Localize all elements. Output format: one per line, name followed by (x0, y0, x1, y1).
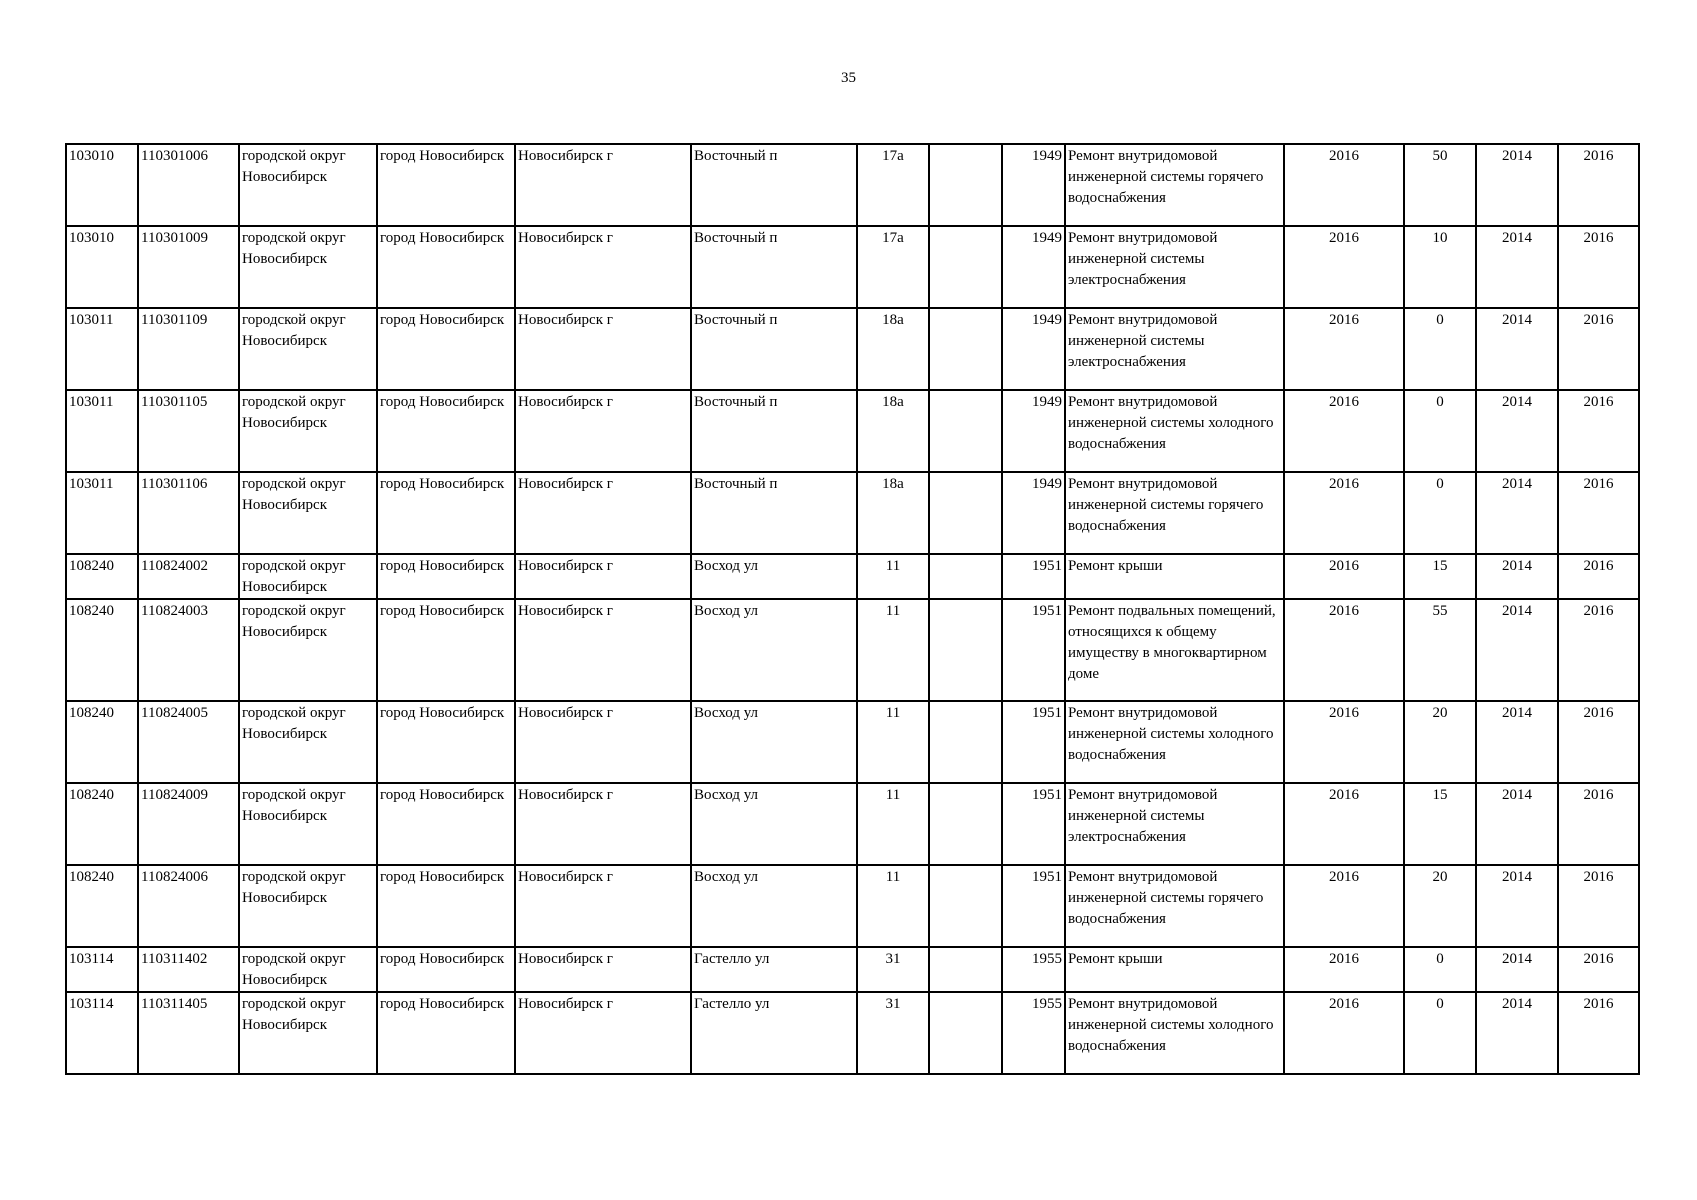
cell-period-start: 2014 (1476, 701, 1558, 783)
cell-period-start: 2014 (1476, 144, 1558, 226)
cell-street: Восточный п (691, 226, 857, 308)
cell-house: 31 (857, 947, 929, 992)
cell-house: 18а (857, 472, 929, 554)
cell-plan-year: 2016 (1284, 992, 1404, 1074)
table-row (66, 308, 1639, 390)
cell-year: 1951 (1002, 865, 1065, 947)
cell-id: 103114 (66, 992, 138, 1074)
cell-municipality: городской округ Новосибирск (239, 992, 377, 1074)
cell-code: 110824009 (138, 783, 239, 865)
cell-building (929, 992, 1002, 1074)
cell-wear: 0 (1404, 947, 1476, 992)
cell-street: Восход ул (691, 554, 857, 599)
cell-municipality: городской округ Новосибирск (239, 599, 377, 701)
cell-work: Ремонт внутридомовой инженерной системы холодного водоснабжения (1065, 992, 1284, 1074)
cell-municipality: городской округ Новосибирск (239, 226, 377, 308)
cell-street: Восход ул (691, 865, 857, 947)
cell-period-end: 2016 (1558, 308, 1639, 390)
cell-street: Восход ул (691, 599, 857, 701)
cell-period-start: 2014 (1476, 947, 1558, 992)
cell-id: 103011 (66, 308, 138, 390)
cell-wear: 0 (1404, 992, 1476, 1074)
cell-house: 31 (857, 992, 929, 1074)
cell-wear: 15 (1404, 554, 1476, 599)
cell-settlement: город Новосибирск (377, 947, 515, 992)
cell-settlement: город Новосибирск (377, 992, 515, 1074)
cell-locality: Новосибирск г (515, 390, 691, 472)
cell-locality: Новосибирск г (515, 783, 691, 865)
page-number: 35 (841, 70, 856, 86)
cell-locality: Новосибирск г (515, 226, 691, 308)
cell-wear: 0 (1404, 390, 1476, 472)
cell-municipality: городской округ Новосибирск (239, 472, 377, 554)
cell-code: 110824003 (138, 599, 239, 701)
cell-wear: 50 (1404, 144, 1476, 226)
cell-municipality: городской округ Новосибирск (239, 947, 377, 992)
cell-municipality: городской округ Новосибирск (239, 701, 377, 783)
cell-id: 103010 (66, 144, 138, 226)
cell-locality: Новосибирск г (515, 701, 691, 783)
cell-period-end: 2016 (1558, 390, 1639, 472)
cell-period-end: 2016 (1558, 783, 1639, 865)
cell-building (929, 144, 1002, 226)
cell-work: Ремонт крыши (1065, 947, 1284, 992)
cell-code: 110824005 (138, 701, 239, 783)
cell-municipality: городской округ Новосибирск (239, 308, 377, 390)
cell-settlement: город Новосибирск (377, 783, 515, 865)
cell-id: 108240 (66, 599, 138, 701)
cell-municipality: городской округ Новосибирск (239, 554, 377, 599)
cell-work: Ремонт внутридомовой инженерной системы электроснабжения (1065, 226, 1284, 308)
cell-locality: Новосибирск г (515, 554, 691, 599)
cell-locality: Новосибирск г (515, 947, 691, 992)
cell-settlement: город Новосибирск (377, 472, 515, 554)
cell-settlement: город Новосибирск (377, 599, 515, 701)
cell-work: Ремонт внутридомовой инженерной системы холодного водоснабжения (1065, 390, 1284, 472)
cell-id: 103010 (66, 226, 138, 308)
cell-work: Ремонт внутридомовой инженерной системы холодного водоснабжения (1065, 701, 1284, 783)
cell-municipality: городской округ Новосибирск (239, 144, 377, 226)
cell-period-end: 2016 (1558, 992, 1639, 1074)
table-row (66, 390, 1639, 472)
cell-building (929, 865, 1002, 947)
cell-plan-year: 2016 (1284, 308, 1404, 390)
cell-id: 108240 (66, 783, 138, 865)
cell-house: 11 (857, 599, 929, 701)
cell-plan-year: 2016 (1284, 865, 1404, 947)
cell-plan-year: 2016 (1284, 599, 1404, 701)
cell-period-start: 2014 (1476, 783, 1558, 865)
cell-plan-year: 2016 (1284, 783, 1404, 865)
cell-building (929, 472, 1002, 554)
cell-settlement: город Новосибирск (377, 554, 515, 599)
cell-period-start: 2014 (1476, 865, 1558, 947)
cell-work: Ремонт внутридомовой инженерной системы электроснабжения (1065, 783, 1284, 865)
cell-code: 110301006 (138, 144, 239, 226)
cell-id: 108240 (66, 701, 138, 783)
cell-period-end: 2016 (1558, 701, 1639, 783)
cell-period-start: 2014 (1476, 226, 1558, 308)
cell-wear: 55 (1404, 599, 1476, 701)
cell-building (929, 599, 1002, 701)
cell-year: 1951 (1002, 554, 1065, 599)
cell-street: Восточный п (691, 144, 857, 226)
cell-house: 17а (857, 144, 929, 226)
cell-street: Восход ул (691, 701, 857, 783)
table-row (66, 144, 1639, 226)
cell-house: 11 (857, 865, 929, 947)
cell-locality: Новосибирск г (515, 992, 691, 1074)
cell-building (929, 390, 1002, 472)
table-row (66, 865, 1639, 947)
cell-year: 1955 (1002, 947, 1065, 992)
cell-house: 11 (857, 783, 929, 865)
cell-work: Ремонт внутридомовой инженерной системы горячего водоснабжения (1065, 472, 1284, 554)
cell-wear: 20 (1404, 701, 1476, 783)
cell-settlement: город Новосибирск (377, 144, 515, 226)
cell-wear: 10 (1404, 226, 1476, 308)
cell-locality: Новосибирск г (515, 599, 691, 701)
cell-wear: 20 (1404, 865, 1476, 947)
cell-period-start: 2014 (1476, 390, 1558, 472)
cell-building (929, 554, 1002, 599)
cell-id: 108240 (66, 554, 138, 599)
cell-wear: 0 (1404, 472, 1476, 554)
cell-year: 1949 (1002, 472, 1065, 554)
cell-id: 103114 (66, 947, 138, 992)
cell-period-end: 2016 (1558, 144, 1639, 226)
cell-year: 1949 (1002, 226, 1065, 308)
cell-year: 1951 (1002, 783, 1065, 865)
cell-period-start: 2014 (1476, 472, 1558, 554)
table-row (66, 701, 1639, 783)
cell-code: 110824002 (138, 554, 239, 599)
cell-year: 1955 (1002, 992, 1065, 1074)
cell-street: Восточный п (691, 472, 857, 554)
cell-id: 103011 (66, 390, 138, 472)
table-row (66, 783, 1639, 865)
cell-plan-year: 2016 (1284, 226, 1404, 308)
cell-period-end: 2016 (1558, 226, 1639, 308)
cell-code: 110311402 (138, 947, 239, 992)
cell-code: 110824006 (138, 865, 239, 947)
cell-year: 1951 (1002, 701, 1065, 783)
cell-municipality: городской округ Новосибирск (239, 390, 377, 472)
table-row (66, 992, 1639, 1074)
cell-house: 18а (857, 308, 929, 390)
cell-house: 18а (857, 390, 929, 472)
cell-municipality: городской округ Новосибирск (239, 783, 377, 865)
cell-locality: Новосибирск г (515, 472, 691, 554)
cell-work: Ремонт внутридомовой инженерной системы горячего водоснабжения (1065, 865, 1284, 947)
cell-municipality: городской округ Новосибирск (239, 865, 377, 947)
cell-house: 11 (857, 701, 929, 783)
cell-building (929, 947, 1002, 992)
cell-year: 1949 (1002, 390, 1065, 472)
cell-settlement: город Новосибирск (377, 701, 515, 783)
cell-period-end: 2016 (1558, 599, 1639, 701)
cell-period-end: 2016 (1558, 554, 1639, 599)
cell-period-start: 2014 (1476, 554, 1558, 599)
cell-work: Ремонт крыши (1065, 554, 1284, 599)
cell-locality: Новосибирск г (515, 308, 691, 390)
cell-code: 110301105 (138, 390, 239, 472)
cell-work: Ремонт внутридомовой инженерной системы электроснабжения (1065, 308, 1284, 390)
cell-locality: Новосибирск г (515, 144, 691, 226)
cell-year: 1949 (1002, 144, 1065, 226)
cell-wear: 0 (1404, 308, 1476, 390)
capital-repair-table (65, 143, 1640, 1075)
cell-building (929, 701, 1002, 783)
cell-period-end: 2016 (1558, 947, 1639, 992)
cell-code: 110301109 (138, 308, 239, 390)
table-row (66, 947, 1639, 992)
cell-plan-year: 2016 (1284, 144, 1404, 226)
cell-year: 1949 (1002, 308, 1065, 390)
cell-settlement: город Новосибирск (377, 390, 515, 472)
cell-settlement: город Новосибирск (377, 226, 515, 308)
cell-wear: 15 (1404, 783, 1476, 865)
cell-street: Восточный п (691, 308, 857, 390)
table-row (66, 599, 1639, 701)
cell-street: Гастелло ул (691, 992, 857, 1074)
cell-period-end: 2016 (1558, 472, 1639, 554)
table-row (66, 554, 1639, 599)
cell-code: 110301009 (138, 226, 239, 308)
cell-plan-year: 2016 (1284, 947, 1404, 992)
cell-plan-year: 2016 (1284, 554, 1404, 599)
table-row (66, 472, 1639, 554)
cell-street: Гастелло ул (691, 947, 857, 992)
cell-street: Восход ул (691, 783, 857, 865)
cell-plan-year: 2016 (1284, 701, 1404, 783)
cell-code: 110311405 (138, 992, 239, 1074)
cell-work: Ремонт подвальных помещений, относящихся к общему имуществу в многоквартирном доме (1065, 599, 1284, 701)
cell-plan-year: 2016 (1284, 390, 1404, 472)
cell-street: Восточный п (691, 390, 857, 472)
cell-id: 108240 (66, 865, 138, 947)
cell-year: 1951 (1002, 599, 1065, 701)
cell-settlement: город Новосибирск (377, 308, 515, 390)
table-row (66, 226, 1639, 308)
cell-id: 103011 (66, 472, 138, 554)
cell-building (929, 308, 1002, 390)
cell-locality: Новосибирск г (515, 865, 691, 947)
cell-plan-year: 2016 (1284, 472, 1404, 554)
cell-work: Ремонт внутридомовой инженерной системы горячего водоснабжения (1065, 144, 1284, 226)
cell-building (929, 226, 1002, 308)
cell-period-start: 2014 (1476, 992, 1558, 1074)
cell-period-start: 2014 (1476, 308, 1558, 390)
cell-house: 11 (857, 554, 929, 599)
cell-building (929, 783, 1002, 865)
cell-code: 110301106 (138, 472, 239, 554)
cell-period-start: 2014 (1476, 599, 1558, 701)
cell-settlement: город Новосибирск (377, 865, 515, 947)
cell-period-end: 2016 (1558, 865, 1639, 947)
cell-house: 17а (857, 226, 929, 308)
